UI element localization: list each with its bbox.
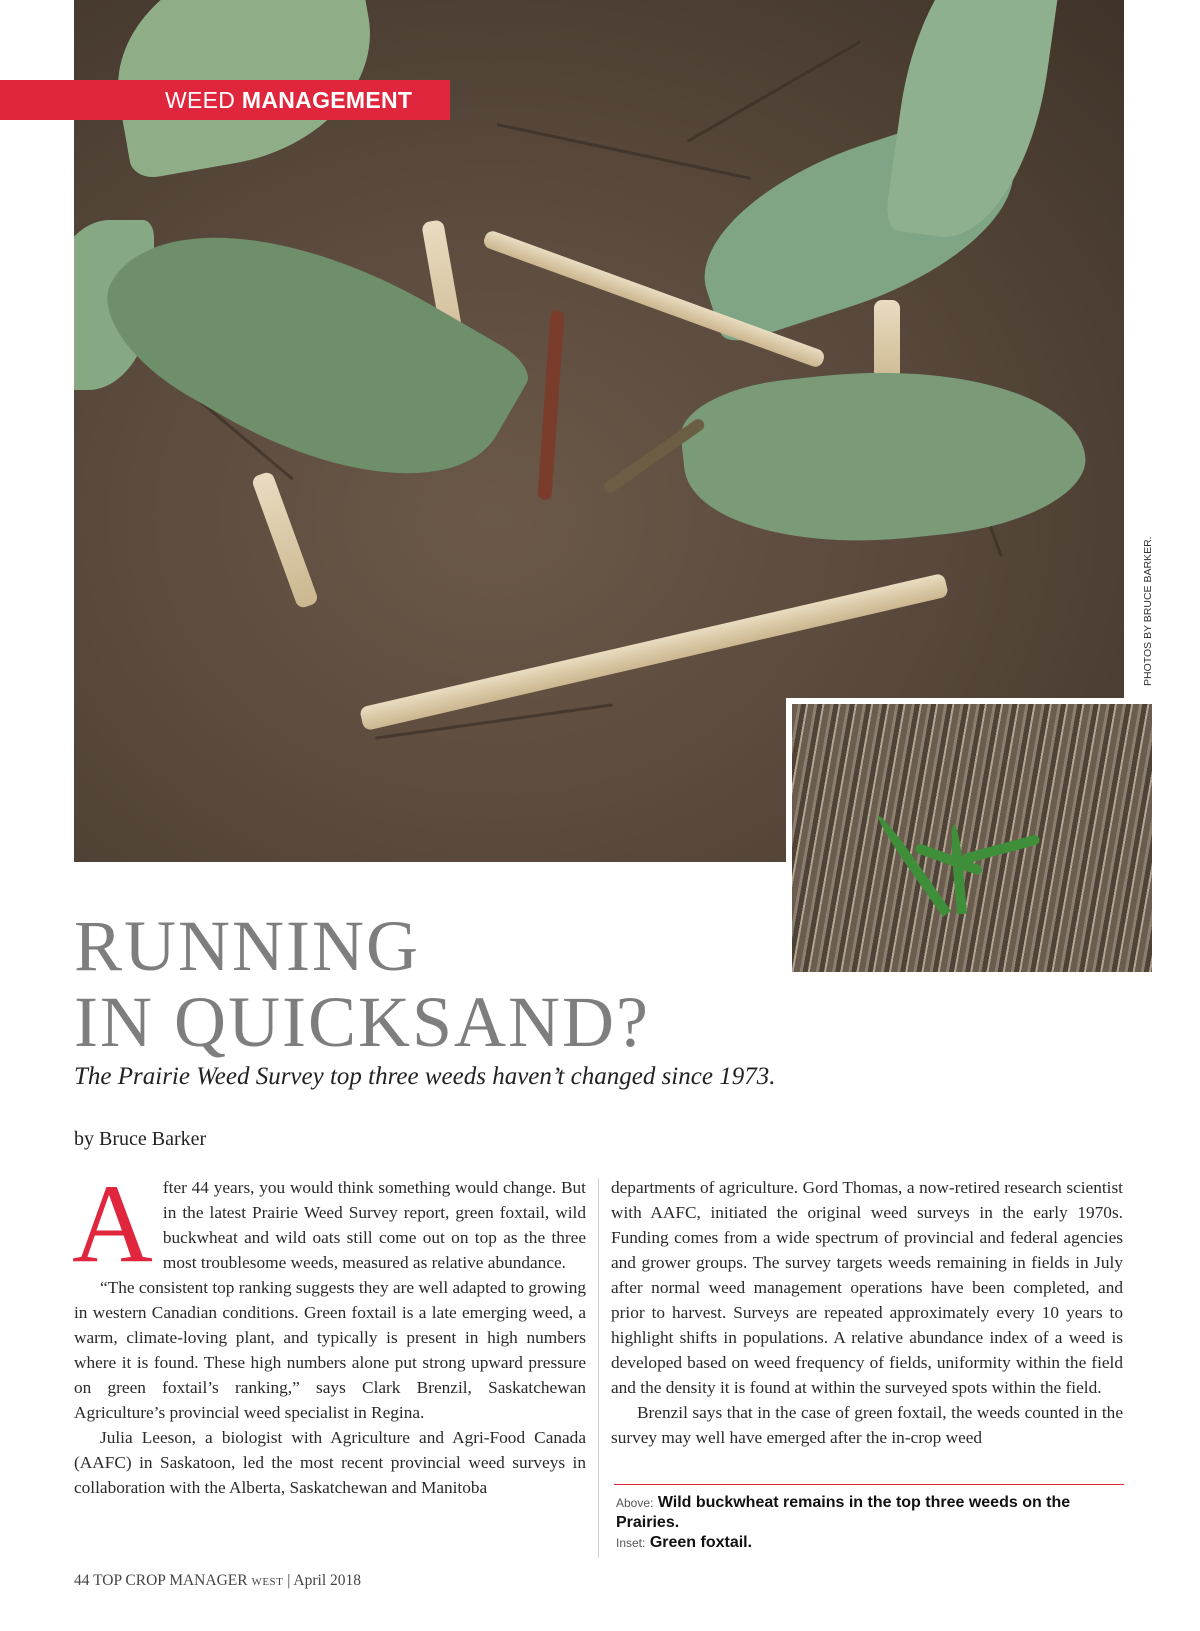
caption-inset-label: Inset: [616,1536,646,1550]
deck-subtitle: The Prairie Weed Survey top three weeds haven’t changed since 1973. [74,1063,776,1090]
article-column-left [72,1162,586,1500]
caption-inset-text: Green foxtail. [649,1534,753,1551]
column-divider [598,1178,599,1558]
headline-line-1: RUNNING [74,906,420,986]
headline [74,908,774,1060]
paragraph-5: Brenzil says that in the case of green foxtail, the weeds counted in the survey may well have emerged after the in-crop weed [611,1403,1123,1447]
magazine-name: TOP CROP MANAGER [93,1572,248,1589]
section-prefix: WEED [165,87,236,113]
paragraph-1: fter 44 years, you would think something would change. But in the latest Prairie Weed Survey report, green foxtail, wild buckwheat and wild oats still come out on top as the three most troublesome weeds, measured as relative abundance. [162,1178,586,1272]
caption-rule [614,1484,1124,1485]
photo-caption [616,1493,1121,1553]
issue-date: April 2018 [293,1572,362,1589]
caption-inset [616,1533,1121,1553]
inset-photo-green-foxtail [786,698,1158,978]
section-label: MANAGEMENT [241,87,413,113]
caption-above-text: Wild buckwheat remains in the top three weeds on the Prairies. [616,1494,1071,1531]
drop-cap: A [72,1162,153,1286]
page-folio [74,1572,361,1590]
paragraph-2: “The consistent top ranking suggests they are well adapted to growing in western Canadian conditions. Green foxtail is a late emerging weed, a warm, climate-loving plant, and typically is present in high numbers where it is found. These high numbers alone put strong upward pressure on green foxtail’s ranking,” says Clark Brenzil, Saskatchewan Agriculture’s provincial weed specialist in Regina. [74,1278,586,1422]
page-number: 44 [74,1572,90,1589]
byline: by Bruce Barker [74,1128,207,1150]
article-column-right [611,1175,1123,1450]
section-tag [0,80,450,120]
photo-credit: PHOTOS BY BRUCE BARKER. [1142,536,1154,686]
paragraph-3: Julia Leeson, a biologist with Agriculture and Agri-Food Canada (AAFC) in Saskatoon, led the most recent provincial weed surveys in collaboration with the Alberta, Saskatchewan and Manitoba [74,1428,586,1497]
paragraph-4: departments of agriculture. Gord Thomas, a now-retired research scientist with AAFC, initiated the original weed surveys in the early 1970s. Funding comes from a wide spectrum of provincial and federal agencies and grower groups. The survey targets weeds remaining in fields in July after normal weed management operations have been completed, and prior to harvest. Surveys are repeated approximately every 10 years to highlight shifts in populations. A relative abundance index of a weed is developed based on weed frequency of fields, uniformity within the field and the density it is found at within the surveyed spots within the field. [611,1178,1123,1397]
folio-separator: | [287,1572,291,1589]
caption-above-label: Above: [616,1496,654,1510]
caption-above [616,1493,1121,1533]
magazine-edition: WEST [251,1576,284,1588]
headline-line-2: IN QUICKSAND? [74,982,650,1062]
